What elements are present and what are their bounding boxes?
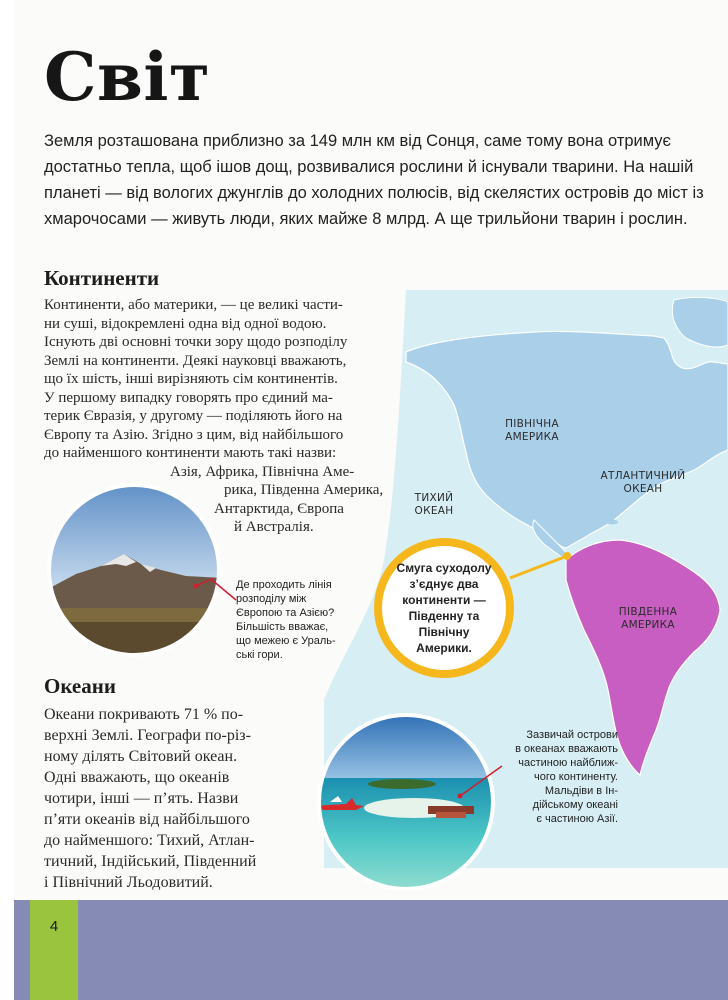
label-line: ОКЕАН: [623, 483, 663, 495]
text-line: до найменшого континенти мають такі назви:: [44, 445, 337, 461]
text-line: п’яти океанів від найбільшого: [44, 811, 250, 828]
island-shape: [606, 520, 618, 525]
book-page: [14, 0, 728, 1000]
caption-line: в океанах вважають: [515, 743, 618, 755]
text-line: Існують дві основні точки зору щодо розподілу: [44, 334, 348, 350]
text-line: і Північний Льодовитий.: [44, 874, 213, 891]
oceans-text: [44, 704, 294, 893]
caption-line: дійському океані: [532, 799, 618, 811]
caption-line: є частиною Азії.: [536, 813, 618, 825]
caption-line: Де проходить лінія: [236, 579, 332, 591]
mountains-photo: [46, 482, 222, 658]
island-caption: [478, 728, 618, 826]
text-line: верхні Землі. Географи по-різ-: [44, 727, 251, 744]
oceans-heading: Океани: [44, 674, 116, 698]
text-line: Землі на континенти. Деякі науковці вважають,: [44, 352, 347, 369]
maldives-photo: [316, 712, 496, 892]
label-line: АТЛАНТИЧНИЙ: [600, 470, 686, 482]
text-line: Одні вважають, що океанів: [44, 769, 230, 786]
caption-line: Більшість вважає,: [236, 621, 329, 633]
label-line: АМЕРИКА: [621, 619, 675, 631]
label-north-america: [496, 418, 568, 444]
text-line: Океани покривають 71 % по-: [44, 706, 244, 723]
caption-line: частиною найближ-: [518, 757, 618, 769]
cuba-shape: [575, 505, 603, 511]
text-line: до найменшого: Тихий, Атлан-: [44, 832, 255, 849]
page-number: 4: [49, 918, 59, 935]
caption-line: Зазвичай острови: [526, 729, 618, 741]
text-line: й Австралія.: [234, 519, 314, 535]
mountain-caption: [236, 578, 376, 662]
text-line: що їх шість, інші вирізняють сім континентів.: [44, 371, 338, 387]
text-line: Антарктида, Європа: [214, 500, 344, 517]
text-line: ни суші, відокремлені одна від одної водою.: [44, 315, 327, 332]
label-line: ТИХИЙ: [414, 492, 454, 504]
continents-heading: Континенти: [44, 266, 160, 290]
caption-line: Мальдіви в Ін-: [544, 785, 618, 797]
intro-paragraph: Земля розташована приблизно за 149 млн км від Сонця, саме тому вона отримує достатньо тепла, щоб ішов дощ, розвивалися рослини й існували тварини. На нашій планеті — від вологих джунглів до холодних полюсів, від скелястих островів до міст із хмарочосами — живуть люди, яких майже 8 млрд. А ще трильйони тварин і рослин.: [44, 132, 704, 228]
label-line: АМЕРИКА: [505, 431, 559, 443]
page-title: Світ: [44, 38, 211, 116]
footer-bar: [14, 900, 728, 1000]
caption-line: ські гори.: [236, 649, 283, 661]
label-pacific: [404, 492, 464, 518]
label-line: ОКЕАН: [414, 505, 454, 517]
text-line: Азія, Африка, Північна Аме-: [170, 463, 355, 480]
label-south-america: [610, 606, 686, 632]
text-line: рика, Південна Америка,: [224, 482, 384, 498]
text-line: терик Євразія, у другому — поділяють його на: [44, 408, 343, 424]
text-line: ному ділять Світовий океан.: [44, 748, 238, 765]
text-line: Континенти, або материки, — це великі части-: [44, 297, 343, 313]
caption-line: Європою та Азією?: [236, 607, 335, 619]
label-line: ПІВНІЧНА: [505, 418, 559, 430]
caption-line: розподілу між: [236, 593, 307, 605]
text-line: чотири, інші — п’ять. Назви: [44, 790, 239, 807]
isthmus-callout: Смуга суходолу з’єднує два континенти — Південну та Північну Америки.: [374, 538, 514, 678]
text-line: У першому випадку говорять про єдиний ма-: [44, 389, 333, 406]
text-line: Європу та Азію. Згідно з цим, від найбільшого: [44, 426, 344, 443]
callout-dot: [563, 552, 571, 560]
caption-line: чого континенту.: [534, 771, 618, 783]
label-atlantic: [588, 470, 698, 496]
label-line: ПІВДЕННА: [618, 606, 678, 618]
caption-line: що межею є Ураль-: [236, 635, 336, 647]
page-number-tab: [30, 900, 78, 1000]
text-line: тичний, Індійський, Південний: [44, 853, 257, 870]
